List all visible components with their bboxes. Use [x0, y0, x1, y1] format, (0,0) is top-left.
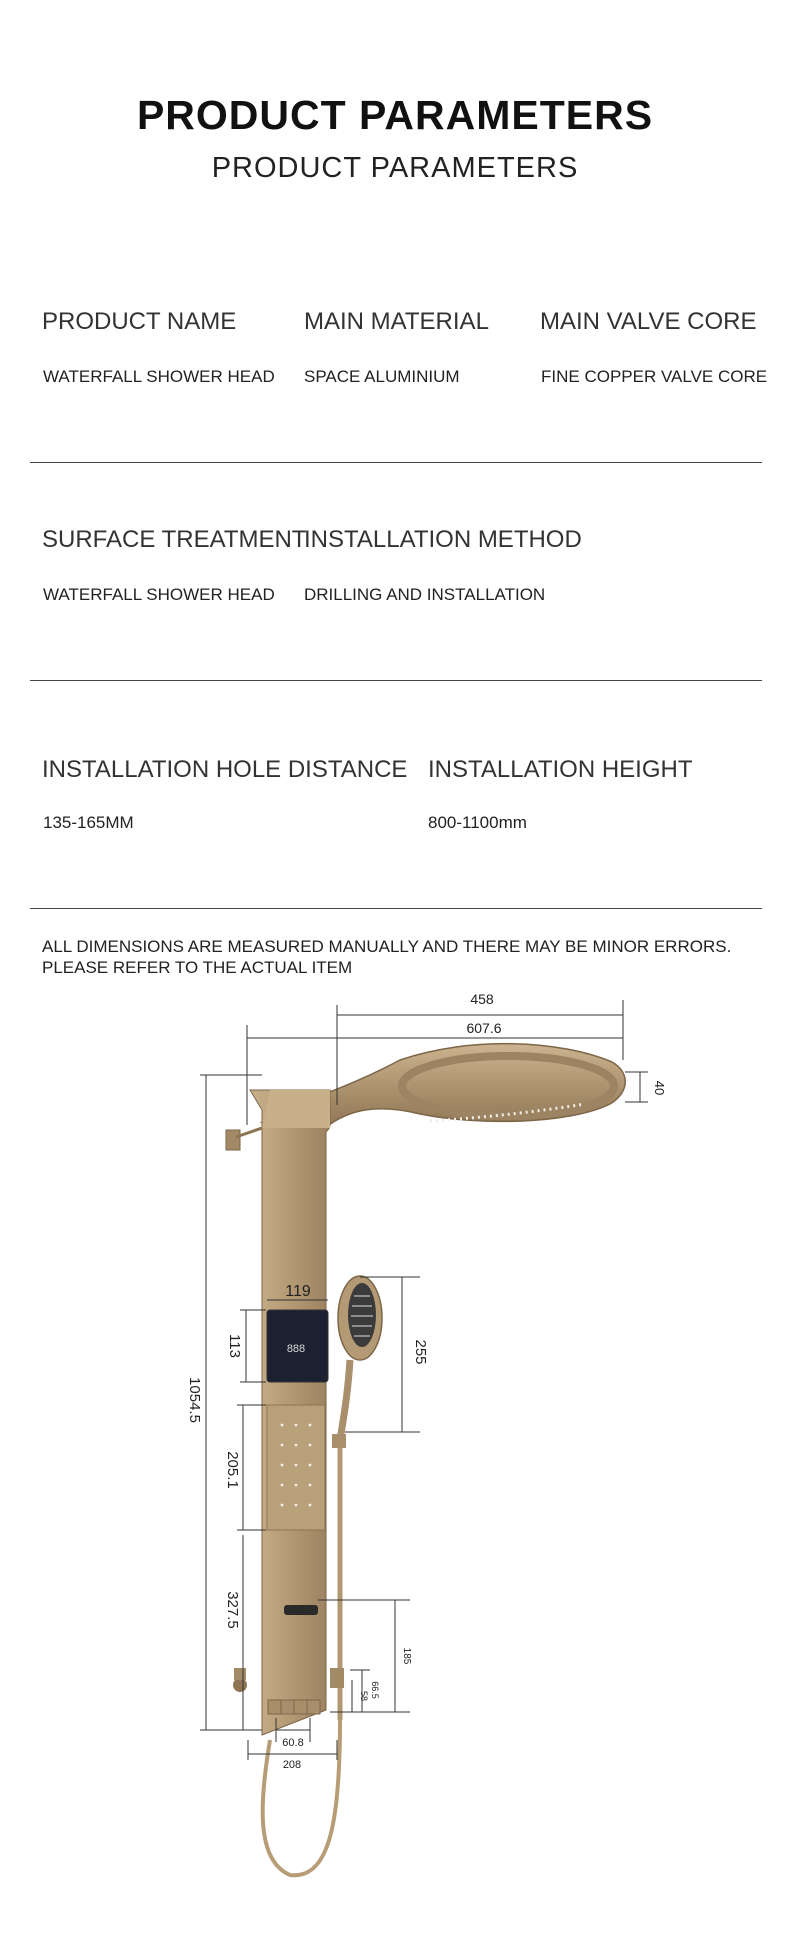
- param-value-surface-treatment: WATERFALL SHOWER HEAD: [43, 585, 275, 604]
- wall-bracket: [226, 1130, 240, 1150]
- param-label-installation-method: INSTALLATION METHOD: [304, 526, 582, 553]
- param-label-product-name: PRODUCT NAME: [42, 308, 237, 335]
- hand-shower: [330, 1276, 382, 1720]
- body-jet-panel: [267, 1405, 325, 1530]
- waterfall-spout: [284, 1605, 318, 1615]
- dim-inlet-spacing: 60.8: [282, 1737, 304, 1749]
- dim-display-height: 113: [226, 1334, 243, 1358]
- temperature-display: [267, 1310, 328, 1382]
- param-value-main-valve-core: FINE COPPER VALVE CORE: [541, 367, 768, 386]
- dim-base-width: 208: [282, 1759, 302, 1771]
- param-value-installation-height: 800-1100mm: [428, 813, 527, 832]
- param-value-main-material: SPACE ALUMINIUM: [304, 367, 460, 386]
- param-label-installation-height: INSTALLATION HEIGHT: [428, 756, 693, 783]
- param-value-installation-method: DRILLING AND INSTALLATION: [304, 585, 546, 604]
- dim-handset-length: 255: [412, 1339, 429, 1365]
- dim-top-width: 458: [470, 991, 494, 1007]
- page-title: PRODUCT PARAMETERS: [136, 92, 654, 138]
- side-knob-stem: [234, 1668, 246, 1680]
- note-line-1: ALL DIMENSIONS ARE MEASURED MANUALLY AND THERE MAY BE MINOR ERRORS.: [42, 937, 732, 956]
- param-label-main-material: MAIN MATERIAL: [304, 308, 489, 335]
- param-label-main-valve-core: MAIN VALVE CORE: [540, 308, 757, 335]
- dim-lower-height: 327.5: [224, 1591, 241, 1629]
- note-line-2: PLEASE REFER TO THE ACTUAL ITEM: [42, 958, 353, 977]
- page-subtitle: PRODUCT PARAMETERS: [211, 152, 579, 184]
- dim-head-thickness: 40: [652, 1080, 667, 1096]
- dim-display-width: 119: [285, 1283, 311, 1300]
- dim-outlet-a: 66.5: [370, 1681, 380, 1699]
- param-label-surface-treatment: SURFACE TREATMENT: [42, 526, 307, 553]
- param-value-installation-hole-distance: 135-165MM: [43, 813, 134, 832]
- dim-overall-width: 607.6: [466, 1020, 502, 1036]
- dim-total-height: 1054.5: [186, 1377, 203, 1423]
- svg-text:888: 888: [286, 1343, 306, 1355]
- side-knob: [233, 1678, 247, 1692]
- param-value-product-name: WATERFALL SHOWER HEAD: [43, 367, 275, 386]
- dim-jet-panel-height: 205.1: [224, 1451, 241, 1489]
- control-buttons: [268, 1700, 320, 1714]
- dim-outlet-b: 58: [359, 1690, 369, 1702]
- param-label-installation-hole-distance: INSTALLATION HOLE DISTANCE: [42, 756, 408, 783]
- dim-tray-height: 185: [401, 1647, 412, 1665]
